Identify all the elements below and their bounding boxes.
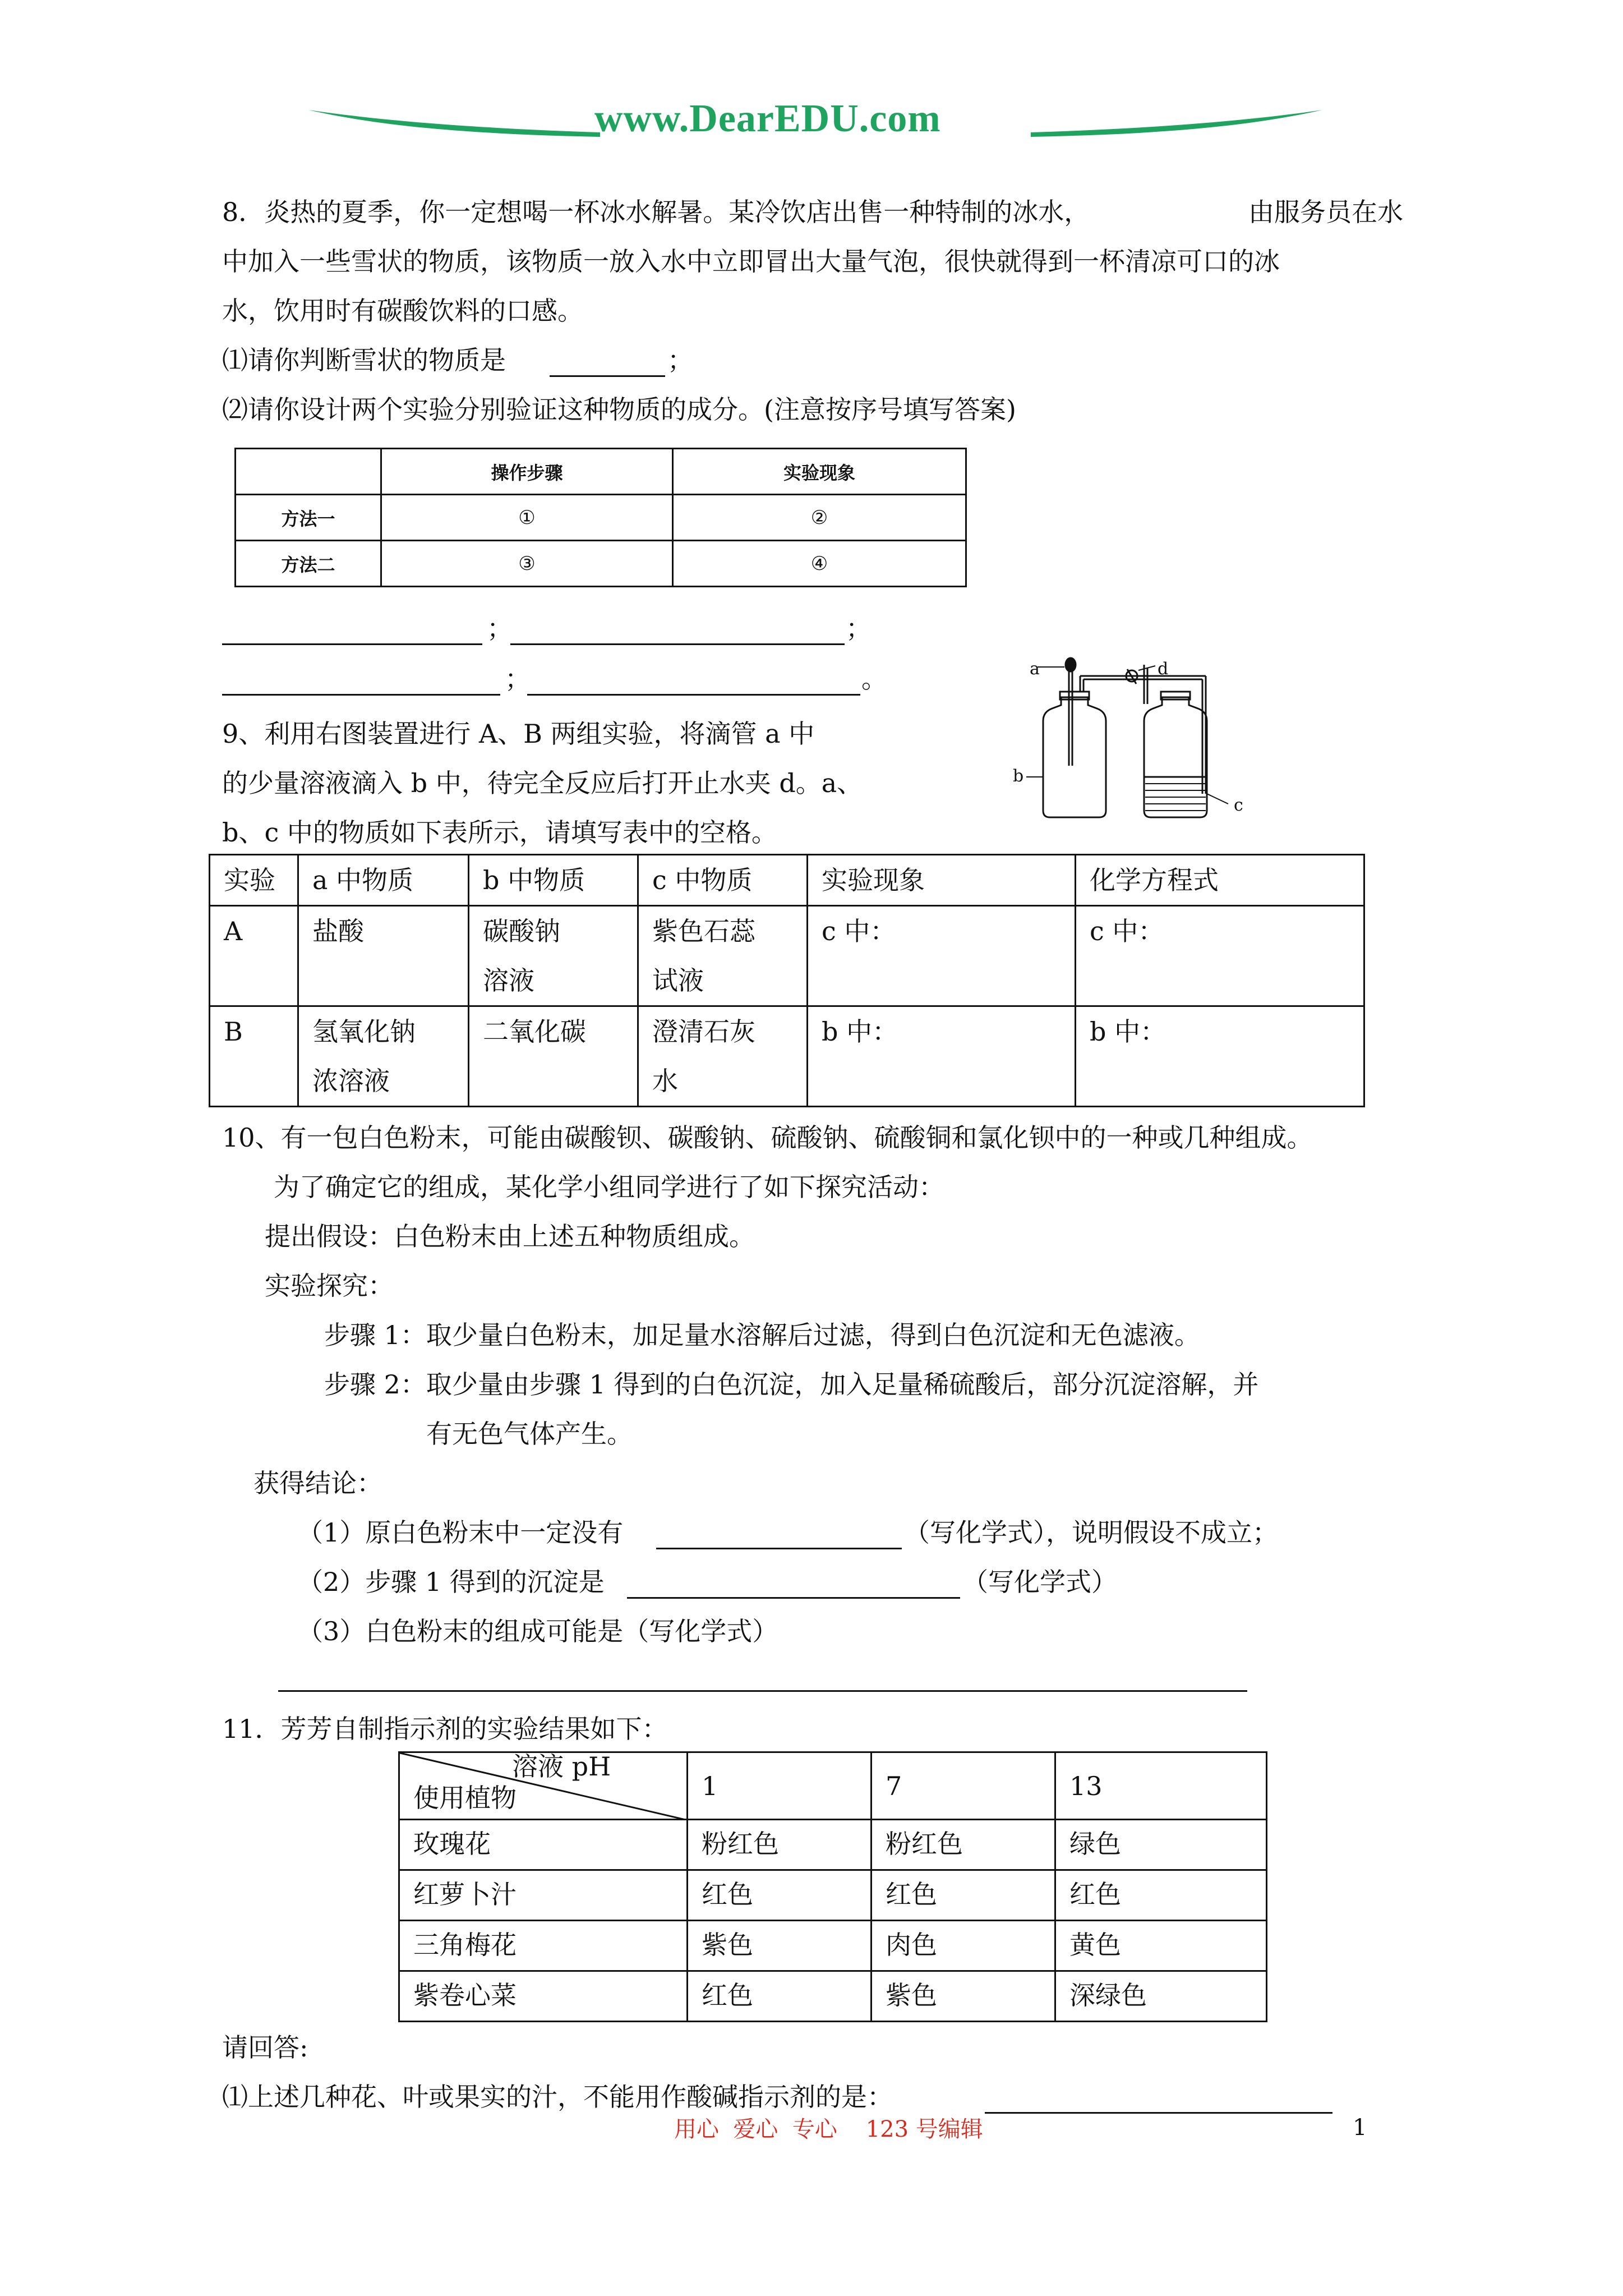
q8-answer-blank-3[interactable] bbox=[510, 643, 845, 645]
q9-experiment-table bbox=[209, 854, 1365, 1107]
cell-text: 澄清石灰 bbox=[652, 1016, 755, 1047]
q8-answer-blank-1[interactable] bbox=[550, 375, 665, 377]
header-swoosh-right bbox=[1031, 105, 1322, 139]
q11-line1: 11．芳芳自制指示剂的实验结果如下： bbox=[222, 1714, 668, 1744]
cell-text: 溶液 bbox=[483, 965, 534, 996]
q10-answer-blank-1[interactable] bbox=[656, 1547, 902, 1549]
table-cell: 红色 bbox=[872, 1870, 1055, 1921]
q9-line1: 9、利用右图装置进行 A、B 两组实验，将滴管 a 中 bbox=[222, 719, 815, 749]
table-cell[interactable] bbox=[808, 1006, 1076, 1107]
table-cell: 深绿色 bbox=[1055, 1971, 1267, 2022]
q8-line1: 8．炎热的夏季，你一定想喝一杯冰水解暑。某冷饮店出售一种特制的冰水， bbox=[222, 197, 1090, 227]
table-cell[interactable] bbox=[808, 906, 1076, 1006]
table-cell: 紫色 bbox=[688, 1921, 872, 1971]
table-cell: 紫色 bbox=[872, 1971, 1055, 2022]
table-cell: 粉红色 bbox=[872, 1820, 1055, 1870]
table-cell bbox=[638, 906, 808, 1006]
q11-indicator-table bbox=[398, 1751, 1267, 2022]
table-cell: 肉色 bbox=[872, 1921, 1055, 1971]
table-cell bbox=[210, 906, 298, 1006]
figure-label-c: c bbox=[1234, 795, 1243, 815]
table-header-cell: 化学方程式 bbox=[1076, 855, 1364, 906]
q10-hypothesis: 提出假设：白色粉末由上述五种物质组成。 bbox=[265, 1221, 755, 1251]
table-cell: 粉红色 bbox=[688, 1820, 872, 1870]
table-cell: 红色 bbox=[1055, 1870, 1267, 1921]
table-header-cell: a 中物质 bbox=[298, 855, 469, 906]
table-cell: 方法二 bbox=[236, 541, 381, 587]
cell-text: c 中： bbox=[1090, 916, 1164, 946]
table-header-cell: 操作步骤 bbox=[381, 449, 673, 495]
corner-header-ph: 溶液 pH bbox=[512, 1751, 611, 1782]
q8-answer-end: 。 bbox=[861, 664, 887, 694]
q8-method-table bbox=[234, 448, 967, 587]
cell-text: b 中： bbox=[1090, 1016, 1166, 1047]
q11-ask: 请回答: bbox=[222, 2032, 308, 2063]
corner-header-plant: 使用植物 bbox=[413, 1783, 517, 1813]
table-header-cell: 实验 bbox=[210, 855, 298, 906]
cell-text: 二氧化碳 bbox=[483, 1016, 586, 1047]
q8-line1-end: 由服务员在水 bbox=[1248, 197, 1403, 227]
q8-answer-blank-4[interactable] bbox=[222, 693, 500, 696]
table-cell bbox=[210, 1006, 298, 1107]
table-cell bbox=[469, 906, 638, 1006]
q10-conclusion-title: 获得结论： bbox=[253, 1468, 382, 1498]
cell-text: 水 bbox=[652, 1066, 678, 1096]
q10-step2-cont: 有无色气体产生。 bbox=[426, 1419, 633, 1449]
table-header-cell: 实验现象 bbox=[808, 855, 1076, 906]
cell-text: A bbox=[224, 916, 243, 946]
q10-step1: 步骤 1：取少量白色粉末，加足量水溶解后过滤，得到白色沉淀和无色滤液。 bbox=[324, 1320, 1200, 1350]
table-header-cell: 实验现象 bbox=[673, 449, 966, 495]
cell-text: 盐酸 bbox=[312, 916, 364, 946]
table-cell: ① bbox=[381, 495, 673, 541]
table-cell: 红萝卜汁 bbox=[399, 1870, 688, 1921]
table-cell: 紫卷心菜 bbox=[399, 1971, 688, 2022]
table-cell: ② bbox=[673, 495, 966, 541]
cell-text: b 中： bbox=[822, 1016, 898, 1047]
footer-text: 用心 爱心 专心 123 号编辑 bbox=[674, 2116, 983, 2142]
q8-line2: 中加入一些雪状的物质，该物质一放入水中立即冒出大量气泡，很快就得到一杯清凉可口的冰 bbox=[222, 246, 1280, 277]
table-cell: 玫瑰花 bbox=[399, 1820, 688, 1870]
cell-text: 试液 bbox=[652, 965, 704, 996]
table-cell: ③ bbox=[381, 541, 673, 587]
cell-text: 浓溶液 bbox=[312, 1066, 390, 1096]
q8-answer-sep: ； bbox=[505, 664, 531, 694]
q8-answer-blank-2[interactable] bbox=[222, 643, 482, 645]
figure-label-a: a bbox=[1030, 659, 1040, 679]
table-cell: 绿色 bbox=[1055, 1820, 1267, 1870]
figure-label-d: d bbox=[1158, 659, 1169, 679]
q10-step2: 步骤 2：取少量由步骤 1 得到的白色沉淀，加入足量稀硫酸后，部分沉淀溶解，并 bbox=[324, 1369, 1259, 1400]
q10-line2: 为了确定它的组成，某化学小组同学进行了如下探究活动： bbox=[274, 1172, 944, 1202]
table-cell bbox=[298, 1006, 469, 1107]
q8-line3: 水，饮用时有碳酸饮料的口感。 bbox=[222, 296, 583, 326]
q9-line3: b、c 中的物质如下表所示，请填写表中的空格。 bbox=[222, 817, 777, 848]
q10-c1a: （1）原白色粉末中一定没有 bbox=[297, 1517, 624, 1548]
q8-answer-sep: ； bbox=[487, 613, 513, 643]
table-cell bbox=[469, 1006, 638, 1107]
q10-c1b: （写化学式），说明假设不成立； bbox=[904, 1517, 1278, 1548]
table-header-cell: b 中物质 bbox=[469, 855, 638, 906]
q11-sub1: ⑴上述几种花、叶或果实的汁，不能用作酸碱指示剂的是： bbox=[222, 2082, 893, 2112]
figure-label-b: b bbox=[1013, 766, 1024, 786]
table-cell bbox=[638, 1006, 808, 1107]
table-cell[interactable] bbox=[1076, 906, 1364, 1006]
cell-text: 氢氧化钠 bbox=[312, 1016, 416, 1047]
table-header-cell: 1 bbox=[688, 1752, 872, 1820]
cell-text: 紫色石蕊 bbox=[652, 916, 755, 946]
q10-c2a: （2）步骤 1 得到的沉淀是 bbox=[297, 1567, 605, 1597]
cell-text: B bbox=[224, 1016, 243, 1047]
q9-apparatus-figure bbox=[1004, 654, 1262, 822]
q10-explore-title: 实验探究： bbox=[265, 1271, 394, 1301]
header-swoosh-left bbox=[308, 105, 600, 139]
q8-sub1: ⑴请你判断雪状的物质是 bbox=[222, 345, 506, 375]
table-cell: 黄色 bbox=[1055, 1921, 1267, 1971]
q8-sub1-end: ； bbox=[667, 345, 693, 375]
table-cell bbox=[298, 906, 469, 1006]
header-site-logo: www.DearEDU.com bbox=[594, 97, 941, 140]
table-cell: 红色 bbox=[688, 1870, 872, 1921]
table-header-cell: 7 bbox=[872, 1752, 1055, 1820]
table-header-cell: c 中物质 bbox=[638, 855, 808, 906]
table-cell: ④ bbox=[673, 541, 966, 587]
q10-line1: 10、有一包白色粉末，可能由碳酸钡、碳酸钠、硫酸钠、硫酸铜和氯化钡中的一种或几种组成。 bbox=[222, 1122, 1313, 1153]
q10-answer-blank-2[interactable] bbox=[627, 1596, 960, 1599]
q10-answer-blank-3[interactable] bbox=[278, 1690, 1247, 1692]
table-cell[interactable] bbox=[1076, 1006, 1364, 1107]
table-cell: 红色 bbox=[688, 1971, 872, 2022]
cell-text: c 中： bbox=[822, 916, 896, 946]
table-header-cell bbox=[236, 449, 381, 495]
table-cell: 三角梅花 bbox=[399, 1921, 688, 1971]
table-header-cell: 13 bbox=[1055, 1752, 1267, 1820]
q8-sub2: ⑵请你设计两个实验分别验证这种物质的成分。(注意按序号填写答案) bbox=[222, 394, 1016, 425]
page-number: 1 bbox=[1353, 2115, 1367, 2141]
q8-answer-sep: ； bbox=[846, 613, 872, 643]
q10-c2b: （写化学式） bbox=[962, 1567, 1117, 1597]
q11-answer-blank-1[interactable] bbox=[985, 2111, 1332, 2114]
table-cell: 方法一 bbox=[236, 495, 381, 541]
table-corner-cell bbox=[399, 1752, 688, 1820]
q8-answer-blank-5[interactable] bbox=[527, 693, 860, 696]
q9-line2: 的少量溶液滴入 b 中，待完全反应后打开止水夹 d。a、 bbox=[222, 768, 863, 798]
cell-text: 碳酸钠 bbox=[483, 916, 560, 946]
q10-c3: （3）白色粉末的组成可能是（写化学式） bbox=[297, 1616, 778, 1646]
